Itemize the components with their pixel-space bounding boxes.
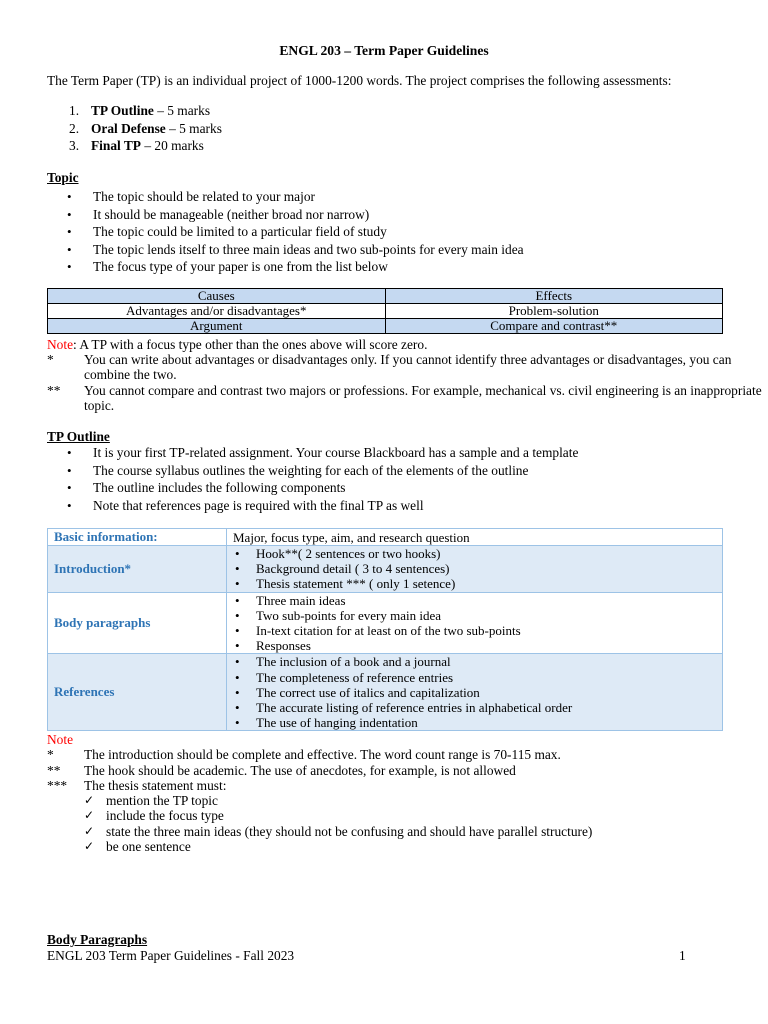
table-cell xyxy=(227,546,723,593)
table-row xyxy=(48,592,723,654)
outline-bullets xyxy=(67,444,578,514)
list-item: • The topic lends itself to three main ideas and two sub-points for every main idea xyxy=(67,241,524,259)
list-item: • It is your first TP-related assignment. Your course Blackboard has a sample and a template xyxy=(67,444,578,462)
list-item: • The completeness of reference entries xyxy=(227,670,722,685)
list-item: • Two sub-points for every main idea xyxy=(227,608,722,623)
list-item: 2. Oral Defense – 5 marks xyxy=(69,120,222,136)
table-cell: Problem-solution xyxy=(385,304,723,319)
table-cell: Causes xyxy=(48,289,386,304)
table-cell: Major, focus type, aim, and research question xyxy=(227,529,723,546)
assessment-list xyxy=(47,102,222,155)
outline-components-table xyxy=(47,528,723,731)
row-label: Basic information: xyxy=(48,529,227,546)
list-item: 1. TP Outline – 5 marks xyxy=(69,103,211,118)
outline-note-label: Note xyxy=(47,732,74,747)
body-items xyxy=(227,593,722,654)
row-label: Body paragraphs xyxy=(48,592,227,654)
table-row xyxy=(48,529,723,546)
list-item: ✓ state the three main ideas (they should not be confusing and should have parallel structure) xyxy=(84,824,592,839)
table-row xyxy=(48,289,723,304)
list-item: • The accurate listing of reference entries in alphabetical order xyxy=(227,700,722,715)
list-item: • Thesis statement *** ( only 1 setence) xyxy=(227,576,722,591)
list-item: • Hook**( 2 sentences or two hooks) xyxy=(227,546,722,561)
thesis-checklist xyxy=(84,793,592,854)
outline-heading: TP Outline xyxy=(47,429,110,444)
page-footer: ENGL 203 Term Paper Guidelines - Fall 2023 xyxy=(47,948,295,963)
list-item: • Responses xyxy=(227,638,722,653)
list-item: • The outline includes the following components xyxy=(67,479,578,497)
list-item: ✓ be one sentence xyxy=(84,839,592,854)
document-page: ENGL 203 – Term Paper Guidelines The Term Paper (TP) is an individual project of 1000-1200 words. The project comprises the following assessments: 1. TP Outline – 5 marks 2. Oral Defense – 5 marks 3. Final TP – 20 marks Topic • The topic should be related to your major • It should be manageable (neither broad nor narrow) • The topic could be limited to a particular field of study • The topic lends itself to three main ideas and two sub-points for every main idea • The focus type of your paper is one from the list below Causes Effects Advantages and/or disadvantages* Problem-solution Argument Compare and contrast** Note: A TP with a focus type other than the ones above will score zero. * You can write about advantages or disadvantages only. If you cannot identify three advantages or disadvantages, you can combine the two. ** You cannot compare and contrast two majors or professions. For example, mechanical vs. civil engineering is an inappropriate topic. TP Outline • It is your first TP-related assignment. Your course Blackboard has a sample and a template • The course syllabus outlines the weighting for each of the elements of the outline • The outline includes the following components • Note that references page is required with the final TP as well Basic information: Major, focus type, aim, and research question Introduction* • Hook**( 2 sentences or two hooks) • Background detail ( 3 to 4 sentences) • Thesis statement *** ( only 1 setence) Body paragraphs • Three main ideas • Two sub-points for every main idea • In-text citation for at least on of the two sub-points • Responses References • The inclusion of a book and a journal • The completeness of reference entries • The correct use of italics and capitalization • The accurate listing of reference entries in alphabetical order • The use of hanging indentation Note * The introduction should be complete and effective. The word count range is 70-115 max. ** The hook should be academic. The use of anecdotes, for example, is not allowed *** The thesis statement must: ✓ mention the TP topic ✓ include the focus type ✓ state the three main ideas (they should not be confusing and should have parallel structure) ✓ be one sentence Body Paragraphs ENGL 203 Term Paper Guidelines - Fall 2023 1 xyxy=(0,0,768,1024)
list-item: • Three main ideas xyxy=(227,593,722,608)
intro-items xyxy=(227,546,722,592)
list-item: • The correct use of italics and capitalization xyxy=(227,685,722,700)
table-cell: Compare and contrast** xyxy=(385,319,723,334)
list-item: • The topic should be related to your major xyxy=(67,188,524,206)
list-item: • The topic could be limited to a particular field of study xyxy=(67,223,524,241)
list-item: ✓ mention the TP topic xyxy=(84,793,592,808)
list-item: • It should be manageable (neither broad nor narrow) xyxy=(67,206,524,224)
table-row xyxy=(48,319,723,334)
focus-note: Note: A TP with a focus type other than the ones above will score zero. xyxy=(47,337,428,352)
topic-bullets xyxy=(67,188,524,276)
list-item: • The focus type of your paper is one from the list below xyxy=(67,258,524,276)
list-item: ✓ include the focus type xyxy=(84,808,592,823)
list-item: • The inclusion of a book and a journal xyxy=(227,654,722,669)
list-item: • Background detail ( 3 to 4 sentences) xyxy=(227,561,722,576)
row-label: References xyxy=(48,654,227,731)
focus-type-table xyxy=(47,288,723,334)
intro-paragraph: The Term Paper (TP) is an individual project of 1000-1200 words. The project comprises the following assessments: xyxy=(47,73,672,88)
table-cell xyxy=(227,654,723,731)
list-item: 3. Final TP – 20 marks xyxy=(69,138,204,153)
note-label: Note xyxy=(47,337,74,352)
list-item: • The use of hanging indentation xyxy=(227,715,722,730)
list-item: • The course syllabus outlines the weighting for each of the elements of the outline xyxy=(67,462,578,480)
page-title: ENGL 203 – Term Paper Guidelines xyxy=(279,43,489,58)
topic-heading: Topic xyxy=(47,170,79,185)
table-row xyxy=(48,304,723,319)
table-row xyxy=(48,654,723,731)
table-cell: Effects xyxy=(385,289,723,304)
page-number: 1 xyxy=(679,948,686,963)
body-paragraphs-heading: Body Paragraphs xyxy=(47,932,148,947)
table-cell: Argument xyxy=(48,319,386,334)
table-cell xyxy=(227,592,723,654)
references-items xyxy=(227,654,722,730)
table-cell: Advantages and/or disadvantages* xyxy=(48,304,386,319)
table-row xyxy=(48,546,723,593)
list-item: • Note that references page is required with the final TP as well xyxy=(67,497,578,515)
list-item: • In-text citation for at least on of the two sub-points xyxy=(227,623,722,638)
row-label: Introduction* xyxy=(48,546,227,593)
